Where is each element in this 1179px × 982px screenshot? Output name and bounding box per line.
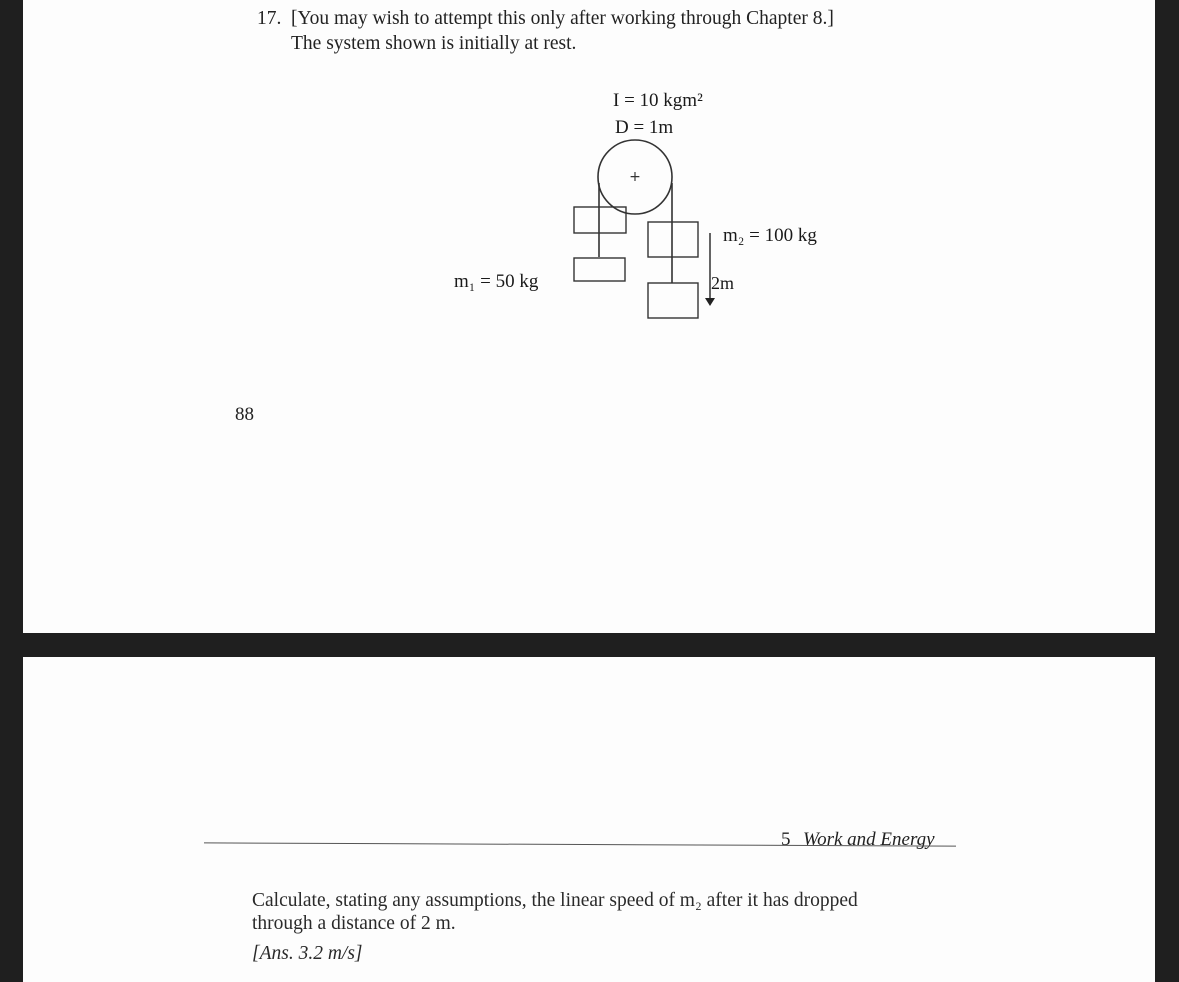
mass1-final-block xyxy=(574,258,625,281)
drop-distance-label: 2m xyxy=(711,273,735,293)
question-continuation-line-2: through a distance of 2 m. xyxy=(252,913,456,934)
mass1-initial-block xyxy=(574,207,626,233)
page-number: 88 xyxy=(235,404,254,425)
answer-text: [Ans. 3.2 m/s] xyxy=(252,943,363,964)
diameter-label: D = 1m xyxy=(615,117,674,138)
mass2-initial-block xyxy=(648,222,698,257)
mass2-final-block xyxy=(648,283,698,318)
question-text-line-1: [You may wish to attempt this only after working through Chapter 8.] xyxy=(291,8,834,29)
drop-arrow-head xyxy=(705,298,715,306)
chapter-number: 5 xyxy=(781,829,791,850)
question-text-line-2: The system shown is initially at rest. xyxy=(291,33,577,54)
pulley-center-mark: + xyxy=(629,169,641,185)
question-continuation-line-1: Calculate, stating any assumptions, the linear speed of m₂ after it has dropped xyxy=(252,890,858,911)
chapter-title: Work and Energy xyxy=(803,829,935,850)
pulley-diagram xyxy=(543,135,783,335)
top-page xyxy=(23,0,1155,633)
mass2-label: m₂ = 100 kg xyxy=(723,225,817,246)
mass1-label: m₁ = 50 kg xyxy=(454,271,539,292)
question-number: 17. xyxy=(257,8,282,29)
inertia-label: I = 10 kgm² xyxy=(613,90,703,111)
bottom-page xyxy=(23,657,1155,982)
